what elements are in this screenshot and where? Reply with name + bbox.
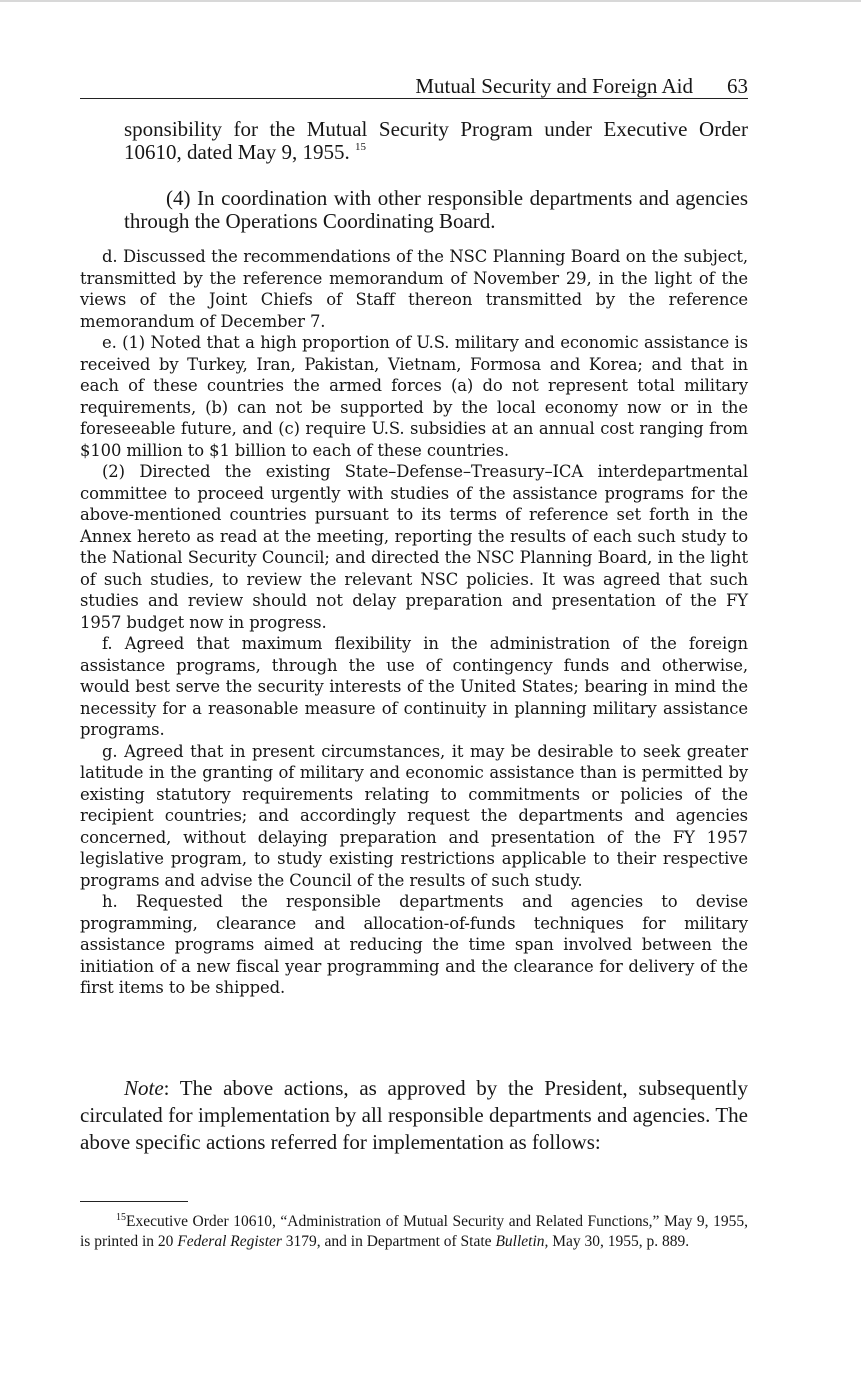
note-paragraph: [80, 1075, 748, 1156]
paragraph-e1: e. (1) Noted that a high proportion of U.S. military and economic assistance is received by Turkey, Iran, Pakistan, Vietnam, Formosa and Korea; and that in each of these countries the armed forces (a) do not represent total military requirements, (b) can not be supported by the local economy now or in the foreseeable future, and (c) require U.S. subsidies at an annual cost ranging from $100 million to $1 billion to each of these countries.: [80, 333, 748, 460]
paragraph-continuation: [124, 118, 748, 164]
note-label: Note: [124, 1076, 164, 1100]
footnote-ref-15[interactable]: 15: [354, 141, 366, 153]
running-head: [80, 72, 748, 99]
footnote-rule: [80, 1201, 188, 1202]
top-edge-rule: [0, 0, 861, 2]
page-number: 63: [727, 74, 748, 98]
actions-block: [80, 246, 748, 999]
footnote-text-c: May 30, 1955, p. 889.: [552, 1233, 690, 1250]
paragraph-d: d. Discussed the recommendations of the NSC Planning Board on the subject, transmitted by the reference memorandum of November 29, in the light of the views of the Joint Chiefs of Staff thereon transmitted by the reference memorandum of December 7.: [80, 247, 748, 331]
footnote-text-a: Executive Order 10610, “Administration of Mutual Security and Related Functions,” May 9, 1955, is printed in 20: [80, 1213, 748, 1250]
running-head-title: Mutual Security and Foreign Aid: [415, 74, 693, 98]
paragraph-f: f. Agreed that maximum flexibility in the administration of the foreign assistance programs, through the use of contingency funds and otherwise, would best serve the security interests of the United States; bearing in mind the necessity for a reasonable measure of continuity in planning military assistance programs.: [80, 634, 748, 739]
note-text: : The above actions, as approved by the President, subsequently circulated for implementation by all responsible departments and agencies. The above specific actions referred for implementation as follows:: [80, 1076, 748, 1154]
footnote-federal-register: Federal Register: [177, 1233, 282, 1250]
paragraph-g: g. Agreed that in present circumstances, it may be desirable to seek greater latitude in the granting of military and economic assistance than is permitted by existing statutory requirements relating to commitments or policies of the recipient countries; and accordingly request the departments and agencies concerned, without delaying preparation and presentation of the FY 1957 legislative program, to study existing restrictions applicable to their respective programs and advise the Council of the results of such study.: [80, 741, 748, 890]
paragraph-e2: (2) Directed the existing State–Defense–Treasury–ICA interdepartmental committee to proceed urgently with studies of the assistance programs for the above-mentioned countries pursuant to its terms of reference set forth in the Annex hereto as read at the meeting, reporting the results of each such study to the National Security Council; and directed the NSC Planning Board, in the light of such studies, to review the relevant NSC policies. It was agreed that such studies and review should not delay preparation and presentation of the FY 1957 budget now in progress.: [80, 462, 748, 632]
footnote-bulletin: Bulletin,: [495, 1233, 549, 1250]
continuation-text: sponsibility for the Mutual Security Program under Executive Order 10610, dated May 9, 1955.: [124, 117, 748, 164]
paragraph-h: h. Requested the responsible departments and agencies to devise programming, clearance and allocation-of-funds techniques for military assistance programs aimed at reducing the time span involved between the initiation of a new fiscal year programming and the clearance for delivery of the first items to be shipped.: [80, 892, 748, 997]
footnote-number: 15: [116, 1212, 126, 1223]
footnote-15: [80, 1212, 748, 1252]
paragraph-item-4: (4) In coordination with other responsible departments and agencies through the Operations Coordinating Board.: [124, 186, 748, 233]
footnote-text-b: 3179, and in Department of State: [285, 1233, 492, 1250]
